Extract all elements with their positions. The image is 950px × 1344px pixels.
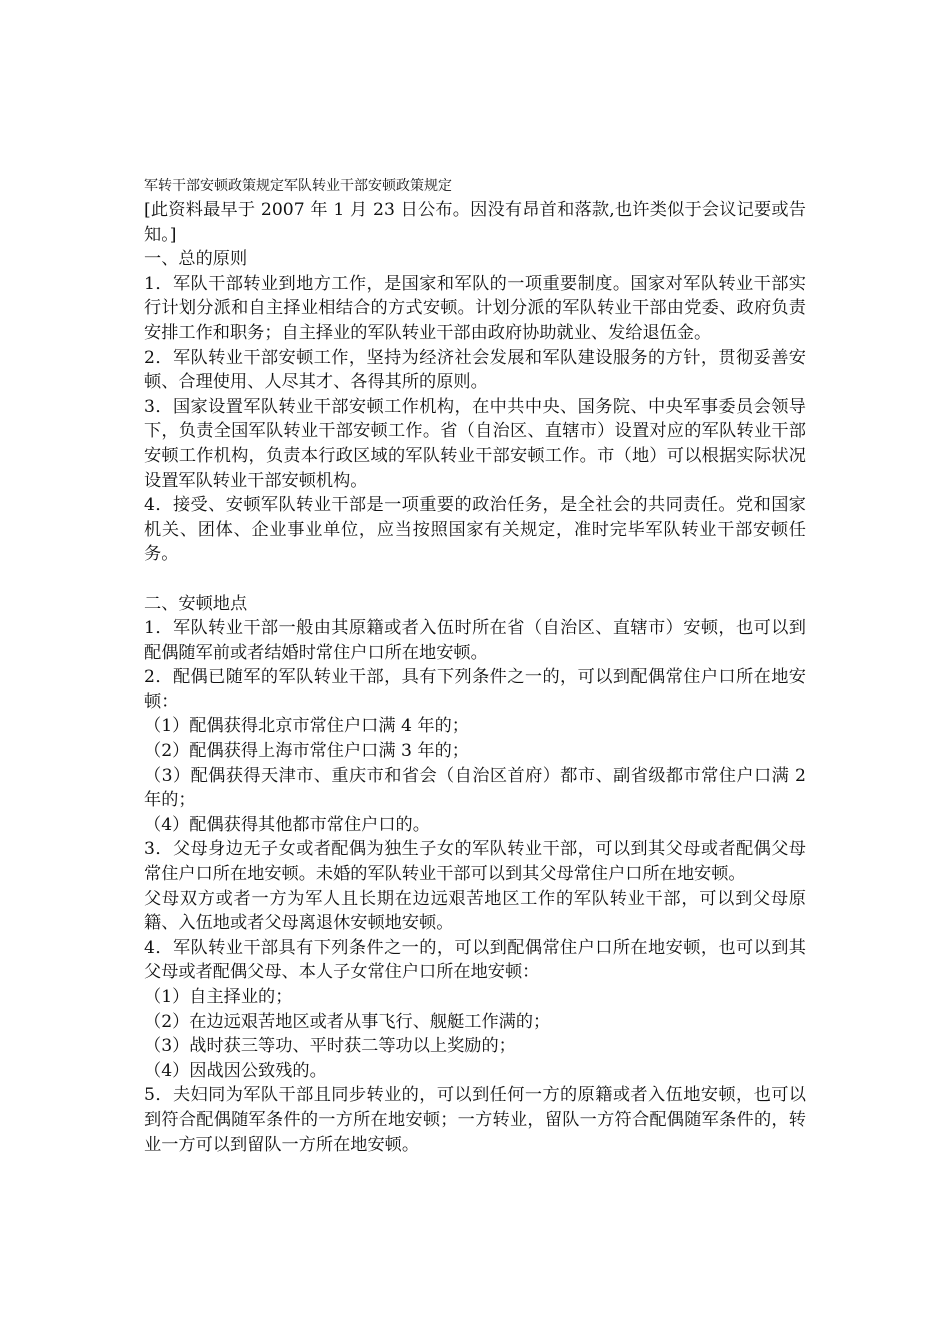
paragraph: 3．父母身边无子女或者配偶为独生子女的军队转业干部，可以到其父母或者配偶父母常住户口所在地安顿。未婚的军队转业干部可以到其父母常住户口所在地安顿。 <box>144 839 806 885</box>
paragraph: 父母双方或者一方为军人且长期在边远艰苦地区工作的军队转业干部，可以到父母原籍、入伍地或者父母离退休安顿地安顿。 <box>144 888 806 934</box>
list-item: （4）因战因公致残的。 <box>144 1060 327 1081</box>
paragraph: 1．军队干部转业到地方工作，是国家和军队的一项重要制度。国家对军队转业干部实行计划分派和自主择业相结合的方式安顿。计划分派的军队转业干部由党委、政府负责安排工作和职务；自主择业的军队转业干部由政府协助就业、发给退伍金。 <box>144 273 806 343</box>
paragraph: 4．军队转业干部具有下列条件之一的，可以到配偶常住户口所在地安顿，也可以到其父母或者配偶父母、本人子女常住户口所在地安顿： <box>144 937 806 983</box>
paragraph: 4．接受、安顿军队转业干部是一项重要的政治任务，是全社会的共同责任。党和国家机关、团体、企业事业单位，应当按照国家有关规定，准时完毕军队转业干部安顿任务。 <box>144 495 806 565</box>
section-heading: 一、总的原则 <box>144 249 248 270</box>
list-item: （3）配偶获得天津市、重庆市和省会（自治区首府）都市、副省级都市常住户口满 2 年的； <box>144 765 806 811</box>
list-item: （1）配偶获得北京市常住户口满 4 年的； <box>144 716 469 737</box>
paragraph: 2．军队转业干部安顿工作，坚持为经济社会发展和军队建设服务的方针，贯彻妥善安顿、合理使用、人尽其才、各得其所的原则。 <box>144 347 806 393</box>
paragraph: 3．国家设置军队转业干部安顿工作机构，在中共中央、国务院、中央军事委员会领导下，负责全国军队转业干部安顿工作。省（自治区、直辖市）设置对应的军队转业干部安顿工作机构，负责本行政区域的军队转业干部安顿工作。市（地）可以根据实际状况设置军队转业干部安顿机构。 <box>144 396 806 491</box>
section-heading: 二、安顿地点 <box>144 593 248 614</box>
paragraph-list <box>144 198 806 1157</box>
list-item: （4）配偶获得其他都市常住户口的。 <box>144 814 430 835</box>
document-body <box>144 176 806 1157</box>
list-item: （2）配偶获得上海市常住户口满 3 年的； <box>144 741 469 762</box>
paragraph: 5．夫妇同为军队干部且同步转业的，可以到任何一方的原籍或者入伍地安顿，也可以到符合配偶随军条件的一方所在地安顿；一方转业，留队一方符合配偶随军条件的，转业一方可以到留队一方所在地安顿。 <box>144 1085 806 1155</box>
list-item: （2）在边远艰苦地区或者从事飞行、舰艇工作满的； <box>144 1011 551 1032</box>
blank-line <box>144 567 806 592</box>
paragraph: [此资料最早于 2007 年 1 月 23 日公布。因没有昂首和落款,也许类似于会议记要或告知。] <box>144 200 806 245</box>
list-item: （1）自主择业的； <box>144 987 293 1007</box>
paragraph: 2．配偶已随军的军队转业干部，具有下列条件之一的，可以到配偶常住户口所在地安顿： <box>144 667 806 712</box>
list-item: （3）战时获三等功、平时获二等功以上奖励的； <box>144 1036 516 1057</box>
document-title: 军转干部安顿政策规定军队转业干部安顿政策规定 <box>144 178 452 194</box>
paragraph: 1．军队转业干部一般由其原籍或者入伍时所在省（自治区、直辖市）安顿，也可以到配偶随军前或者结婚时常住户口所在地安顿。 <box>144 618 806 663</box>
